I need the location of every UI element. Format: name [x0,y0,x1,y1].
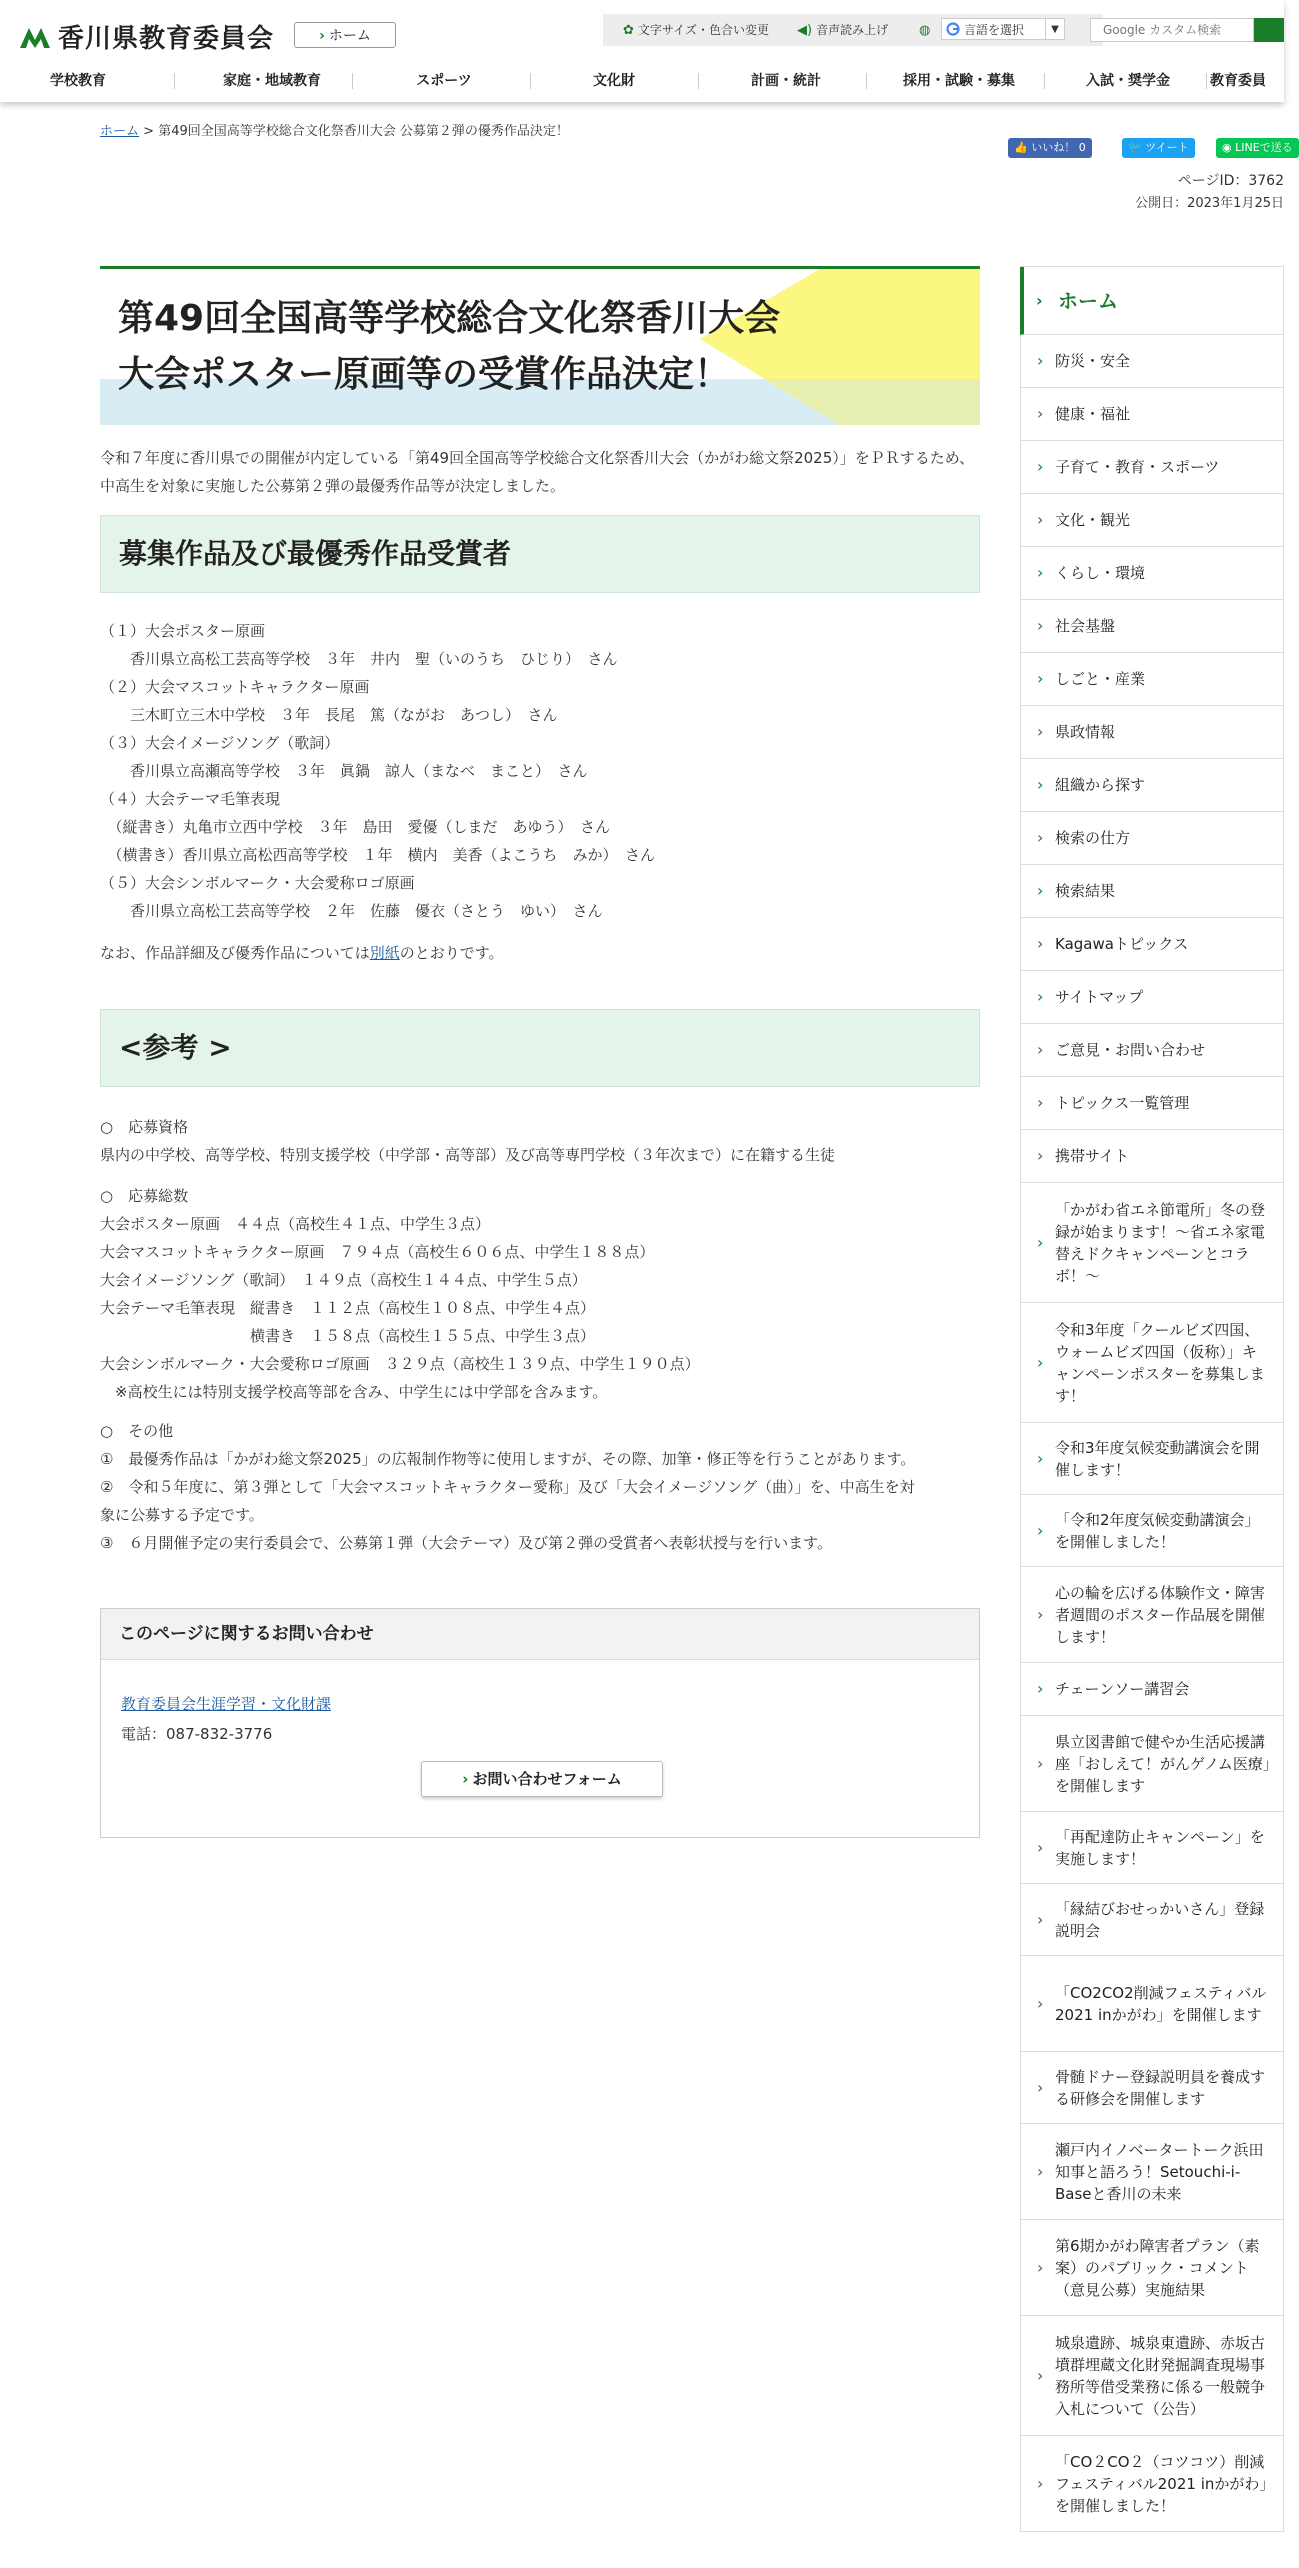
sidebar-nav [1020,266,1284,2532]
chevron-right-icon: › [1037,1093,1044,1112]
sidebar-item-label: 城泉遺跡、城泉東遺跡、赤坂古墳群埋蔵文化財発掘調査現場事務所等借受業務に係る一般競争入札について（公告） [1055,2333,1266,2418]
total-heading: ○ 応募総数 [100,1187,189,1205]
utility-bar [603,14,1103,46]
sidebar-item-label: しごと・産業 [1055,670,1146,688]
sidebar-item[interactable] [1020,1077,1284,1130]
chevron-right-icon: › [1036,290,1043,310]
sidebar-item-label: ホーム [1058,288,1118,313]
google-g-icon [946,22,960,36]
sidebar-item[interactable] [1020,1303,1284,1423]
sidebar-item[interactable] [1020,335,1284,388]
winner-line: （５）大会シンボルマーク・大会愛称ロゴ原画 [100,874,415,892]
font-color-setting-link[interactable] [623,14,769,46]
other-item-2a: ② 令和５年度に、第３弾として「大会マスコットキャラクター愛称」及び「大会イメージソング（曲）」を、中高生を対 [100,1478,915,1496]
speech-label: 音声読み上げ [816,23,889,37]
total-line: 大会テーマ毛筆表現 縦書き １１２点（高校生１０８点、中学生４点） [100,1299,596,1317]
appendix-link[interactable]: 別紙 [369,944,400,962]
page-title [118,291,780,403]
gnav-separator [698,73,699,89]
chevron-right-icon: › [1037,1448,1044,1468]
site-title: 香川県教育委員会 [58,23,275,54]
chevron-right-icon: › [462,1770,469,1788]
chevron-right-icon: › [1037,1909,1044,1929]
like-label: いいね！ 0 [1031,141,1086,154]
sidebar-item[interactable] [1020,388,1284,441]
chevron-right-icon: › [1037,510,1044,529]
sidebar-item-label: 防災・安全 [1055,352,1131,370]
line-label: LINEで送る [1235,141,1293,154]
page-id: ページID：3762 [1177,173,1284,189]
sidebar-item[interactable] [1020,1716,1284,1812]
eligibility-heading: ○ 応募資格 [100,1118,189,1136]
page-title-line1: 第49回全国高等学校総合文化祭香川大会 [118,298,781,339]
sidebar-item[interactable] [1020,2124,1284,2220]
sidebar-item[interactable] [1020,2436,1284,2532]
language-select[interactable] [941,18,1065,40]
gnav-item[interactable]: 家庭・地域教育 [223,73,321,89]
sidebar-item[interactable] [1020,1024,1284,1077]
chevron-right-icon: › [1037,987,1044,1006]
sidebar-item-label: 子育て・教育・スポーツ [1055,458,1220,476]
gnav-item[interactable]: 採用・試験・募集 [903,73,1015,89]
font-color-label: 文字サイズ・色合い変更 [637,23,769,37]
other-item-1: ① 最優秀作品は「かがわ総文祭2025」の広報制作物等に使用しますが、その際、加筆・修正等を行うことがあります。 [100,1450,916,1468]
thumbs-up-icon: 👍 [1014,141,1032,154]
chevron-right-icon: › [1037,1837,1044,1857]
home-button[interactable] [294,22,396,48]
contact-form-label: お問い合わせフォーム [472,1770,622,1788]
sidebar-item-label: 健康・福祉 [1055,405,1131,423]
sidebar-item-label: 組織から探す [1055,776,1146,794]
dropdown-arrow-icon: ▼ [1045,19,1064,41]
sidebar-item[interactable] [1020,1495,1284,1567]
sidebar-item[interactable] [1020,547,1284,600]
winner-line: 香川県立高瀬高等学校 ３年 眞鍋 諒人（まなべ まこと） さん [100,762,588,780]
total-line: 大会ポスター原画 ４４点（高校生４１点、中学生３点） [100,1215,491,1233]
sidebar-item[interactable] [1020,1884,1284,1956]
chevron-right-icon: › [1037,2365,1044,2385]
sidebar-item[interactable] [1020,1183,1284,1303]
sidebar-item[interactable] [1020,2220,1284,2316]
winner-line: 香川県立高松工芸高等学校 ２年 佐藤 優衣（さとう ゆい） さん [100,902,603,920]
sidebar-item[interactable] [1020,600,1284,653]
global-nav [0,66,1284,96]
home-button-label: ホーム [328,28,371,44]
logo-mark-icon [18,22,52,50]
bird-icon: 🐦 [1128,141,1146,154]
sidebar-item[interactable] [1020,494,1284,547]
speaker-icon: ◀) [797,23,813,38]
chevron-right-icon: › [1037,1352,1044,1372]
winner-line: （４）大会テーマ毛筆表現 [100,790,281,808]
sidebar-item-label: 「再配達防止キャンペーン」を実施します！ [1055,1827,1265,1868]
chevron-right-icon: › [1037,1146,1044,1165]
sidebar-item-label: 「CO２CO２（コツコツ）削減フェスティバル2021 inかがわ」を開催しました！ [1055,2452,1267,2515]
gnav-item[interactable]: 入試・奨学金 [1086,73,1170,89]
language-label: 言語を選択 [964,23,1025,37]
sidebar-item-label: 県政情報 [1055,723,1116,741]
total-line: 大会イメージソング（歌詞） １４９点（高校生１４４点、中学生５点） [100,1271,587,1289]
gear-icon: ✿ [623,23,634,38]
winner-line: （縦書き）丸亀市立西中学校 ３年 島田 愛優（しまだ あゆう） さん [100,818,611,836]
chevron-right-icon: › [1037,1604,1044,1624]
chevron-right-icon: › [1037,775,1044,794]
intro-paragraph: 令和７年度に香川県での開催が内定している「第49回全国高等学校総合文化祭香川大会（かがわ総文祭2025）」をＰＲするため、中高生を対象に実施した公募第２弾の最優秀作品等が決定しました。 [100,449,975,495]
sidebar-item-label: 「かがわ省エネ節電所」冬の登録が始まります！～省エネ家電替えドクキャンペーンとコラボ！～ [1055,1200,1266,1285]
chevron-right-icon: › [1037,616,1044,635]
chevron-right-icon: › [1037,2257,1044,2277]
winner-line: （横書き）香川県立高松西高等学校 １年 横内 美香（よこうち みか） さん [100,846,656,864]
total-line: 横書き １５８点（高校生１５５点、中学生３点） [100,1327,596,1345]
sidebar-item-label: 「縁結びおせっかいさん」登録説明会 [1055,1899,1265,1940]
sidebar-item[interactable] [1020,2316,1284,2436]
gnav-separator [174,73,175,89]
winner-line: （１）大会ポスター原画 [100,622,266,640]
sidebar-item-label: 「CO2CO2削減フェスティバル2021 inかがわ」を開催します [1055,1983,1267,2024]
eligibility-text: 県内の中学校、高等学校、特別支援学校（中学部・高等部）及び高等専門学校（３年次まで）に在籍する生徒 [100,1146,836,1164]
facebook-like-button[interactable] [1008,138,1092,158]
breadcrumb-home-link[interactable]: ホーム [100,124,140,139]
winner-line: 三木町立三木中学校 ３年 長尾 篤（ながお あつし） さん [100,706,558,724]
breadcrumb-separator: > [139,124,159,139]
gnav-item[interactable]: スポーツ [416,73,472,89]
chevron-right-icon: › [1037,722,1044,741]
site-logo[interactable] [18,18,274,54]
gnav-separator [530,73,531,89]
chevron-right-icon: › [1037,1679,1044,1698]
gnav-item[interactable]: 文化財 [593,73,635,89]
other-item-3: ③ ６月開催予定の実行委員会で、公募第１弾（大会テーマ）及び第２弾の受賞者へ表彰状授与を行います。 [100,1534,832,1552]
sidebar-item-label: サイトマップ [1055,988,1144,1006]
line-share-button[interactable] [1216,138,1299,158]
sidebar-item-label: ご意見・お問い合わせ [1055,1041,1206,1059]
contact-heading: このページに関するお問い合わせ [101,1609,979,1660]
sidebar-item-label: トピックス一覧管理 [1055,1094,1190,1112]
other-heading: ○ その他 [100,1422,174,1440]
published-date: 公開日：2023年1月25日 [1135,196,1284,211]
sidebar-item[interactable] [1020,812,1284,865]
sidebar-item[interactable] [1020,1567,1284,1663]
other-item-2b: 象に公募する予定です。 [100,1506,264,1524]
gnav-item[interactable]: 計画・統計 [751,73,821,89]
globe-icon: ◍ [919,23,931,38]
chevron-right-icon: › [1037,934,1044,953]
sidebar-item[interactable] [1020,1812,1284,1884]
sidebar-item[interactable] [1020,759,1284,812]
sidebar-item[interactable] [1020,706,1284,759]
tweet-label: ツイート [1145,141,1189,154]
chevron-right-icon: › [1037,2161,1044,2181]
sidebar-item[interactable] [1020,865,1284,918]
gnav-item[interactable]: 学校教育 [50,73,106,89]
contact-department-link[interactable]: 教育委員会生涯学習・文化財課 [121,1695,332,1713]
sidebar-item-label: 文化・観光 [1055,511,1131,529]
chevron-right-icon: › [1037,881,1044,900]
chevron-right-icon: › [1037,1753,1044,1773]
note-paragraph [100,942,504,963]
chevron-right-icon: › [1037,1520,1044,1540]
speech-link[interactable] [797,14,888,46]
sidebar-item-label: 「令和2年度気候変動講演会」を開催しました！ [1055,1510,1260,1551]
search-input[interactable] [1090,18,1254,42]
note-prefix: なお、作品詳細及び優秀作品については [100,944,370,962]
sidebar-item-label: 県立図書館で健やか生活応援講座「おしえて！がんゲノム医療」を開催します [1055,1732,1271,1795]
note-suffix: のとおりです。 [399,944,504,962]
total-line: 大会シンボルマーク・大会愛称ロゴ原画 ３２９点（高校生１３９点、中学生１９０点） [100,1355,700,1373]
breadcrumb [100,120,569,139]
sidebar-item[interactable] [1020,1956,1284,2052]
gnav-separator [866,73,867,89]
sidebar-item-home[interactable] [1020,267,1284,335]
chevron-right-icon: › [1037,1232,1044,1252]
sidebar-item[interactable] [1020,971,1284,1024]
sidebar-item[interactable] [1020,1423,1284,1495]
sidebar-item[interactable] [1020,441,1284,494]
tweet-button[interactable] [1122,138,1195,158]
gnav-item[interactable]: 教育委員 [1210,73,1266,89]
gnav-separator [1044,73,1045,89]
contact-telephone: 電話：087-832-3776 [121,1725,273,1743]
contact-box [100,1608,980,1838]
winner-line: （３）大会イメージソング（歌詞） [100,734,340,752]
total-line: 大会マスコットキャラクター原画 ７９４点（高校生６０６点、中学生１８８点） [100,1243,655,1261]
sidebar-item-label: 社会基盤 [1055,617,1116,635]
total-line: ※高校生には特別支援学校高等部を含み、中学生には中学部を含みます。 [100,1383,608,1401]
sidebar-item[interactable] [1020,2052,1284,2124]
chevron-right-icon: › [1037,1993,1044,2013]
chevron-right-icon: › [1037,2077,1044,2097]
sidebar-item-label: 検索の仕方 [1055,829,1131,847]
chevron-right-icon: › [1037,351,1044,370]
sidebar-item[interactable] [1020,1130,1284,1183]
sidebar-item-label: チェーンソー講習会 [1055,1680,1190,1698]
gnav-separator [1206,73,1207,89]
sidebar-item-label: 心の輪を広げる体験作文・障害者週間のポスター作品展を開催します！ [1055,1583,1266,1646]
chevron-right-icon: › [1037,1040,1044,1059]
page-title-line2: 大会ポスター原画等の受賞作品決定！ [118,354,731,395]
site-header [0,0,1284,102]
sidebar-item-label: 瀬戸内イノベータートーク浜田知事と語ろう！Setouchi-i-Baseと香川の未来 [1055,2140,1264,2203]
sidebar-item-label: 検索結果 [1055,882,1116,900]
sidebar-item-label: 第6期かがわ障害者プラン（素案）のパブリック・コメント（意見公募）実施結果 [1055,2236,1260,2299]
breadcrumb-current: 第49回全国高等学校総合文化祭香川大会 公募第２弾の優秀作品決定！ [158,124,569,139]
winner-line: （２）大会マスコットキャラクター原画 [100,678,370,696]
chevron-right-icon: › [1037,2473,1044,2493]
sidebar-item-label: 令和3年度「クールビズ四国、ウォームビズ四国（仮称）」キャンペーンポスターを募集します！ [1055,1320,1265,1405]
heading-winners: 募集作品及び最優秀作品受賞者 [100,515,980,593]
chevron-right-icon: › [1037,563,1044,582]
sidebar-item-label: 令和3年度気候変動講演会を開催します！ [1055,1438,1260,1479]
sidebar-item-label: 骨髄ドナー登録説明員を養成する研修会を開催します [1055,2067,1266,2108]
page-title-box [100,266,980,425]
gnav-separator [352,73,353,89]
sidebar-item[interactable] [1020,1663,1284,1716]
chevron-right-icon: › [1037,828,1044,847]
sidebar-item-label: Kagawaトピックス [1055,935,1189,953]
contact-form-button[interactable] [421,1761,663,1797]
sidebar-item-label: くらし・環境 [1055,564,1146,582]
chevron-right-icon: › [1037,457,1044,476]
search-button[interactable] [1254,18,1284,42]
sidebar-item[interactable] [1020,918,1284,971]
line-icon: ◉ [1222,141,1236,154]
sidebar-item[interactable] [1020,653,1284,706]
heading-reference: <参考 > [100,1009,980,1087]
sidebar-item-label: 携帯サイト [1055,1147,1129,1165]
chevron-right-icon: › [1037,404,1044,423]
winner-line: 香川県立高松工芸高等学校 ３年 井内 聖（いのうち ひじり） さん [100,650,618,668]
chevron-right-icon: › [319,28,325,44]
chevron-right-icon: › [1037,669,1044,688]
